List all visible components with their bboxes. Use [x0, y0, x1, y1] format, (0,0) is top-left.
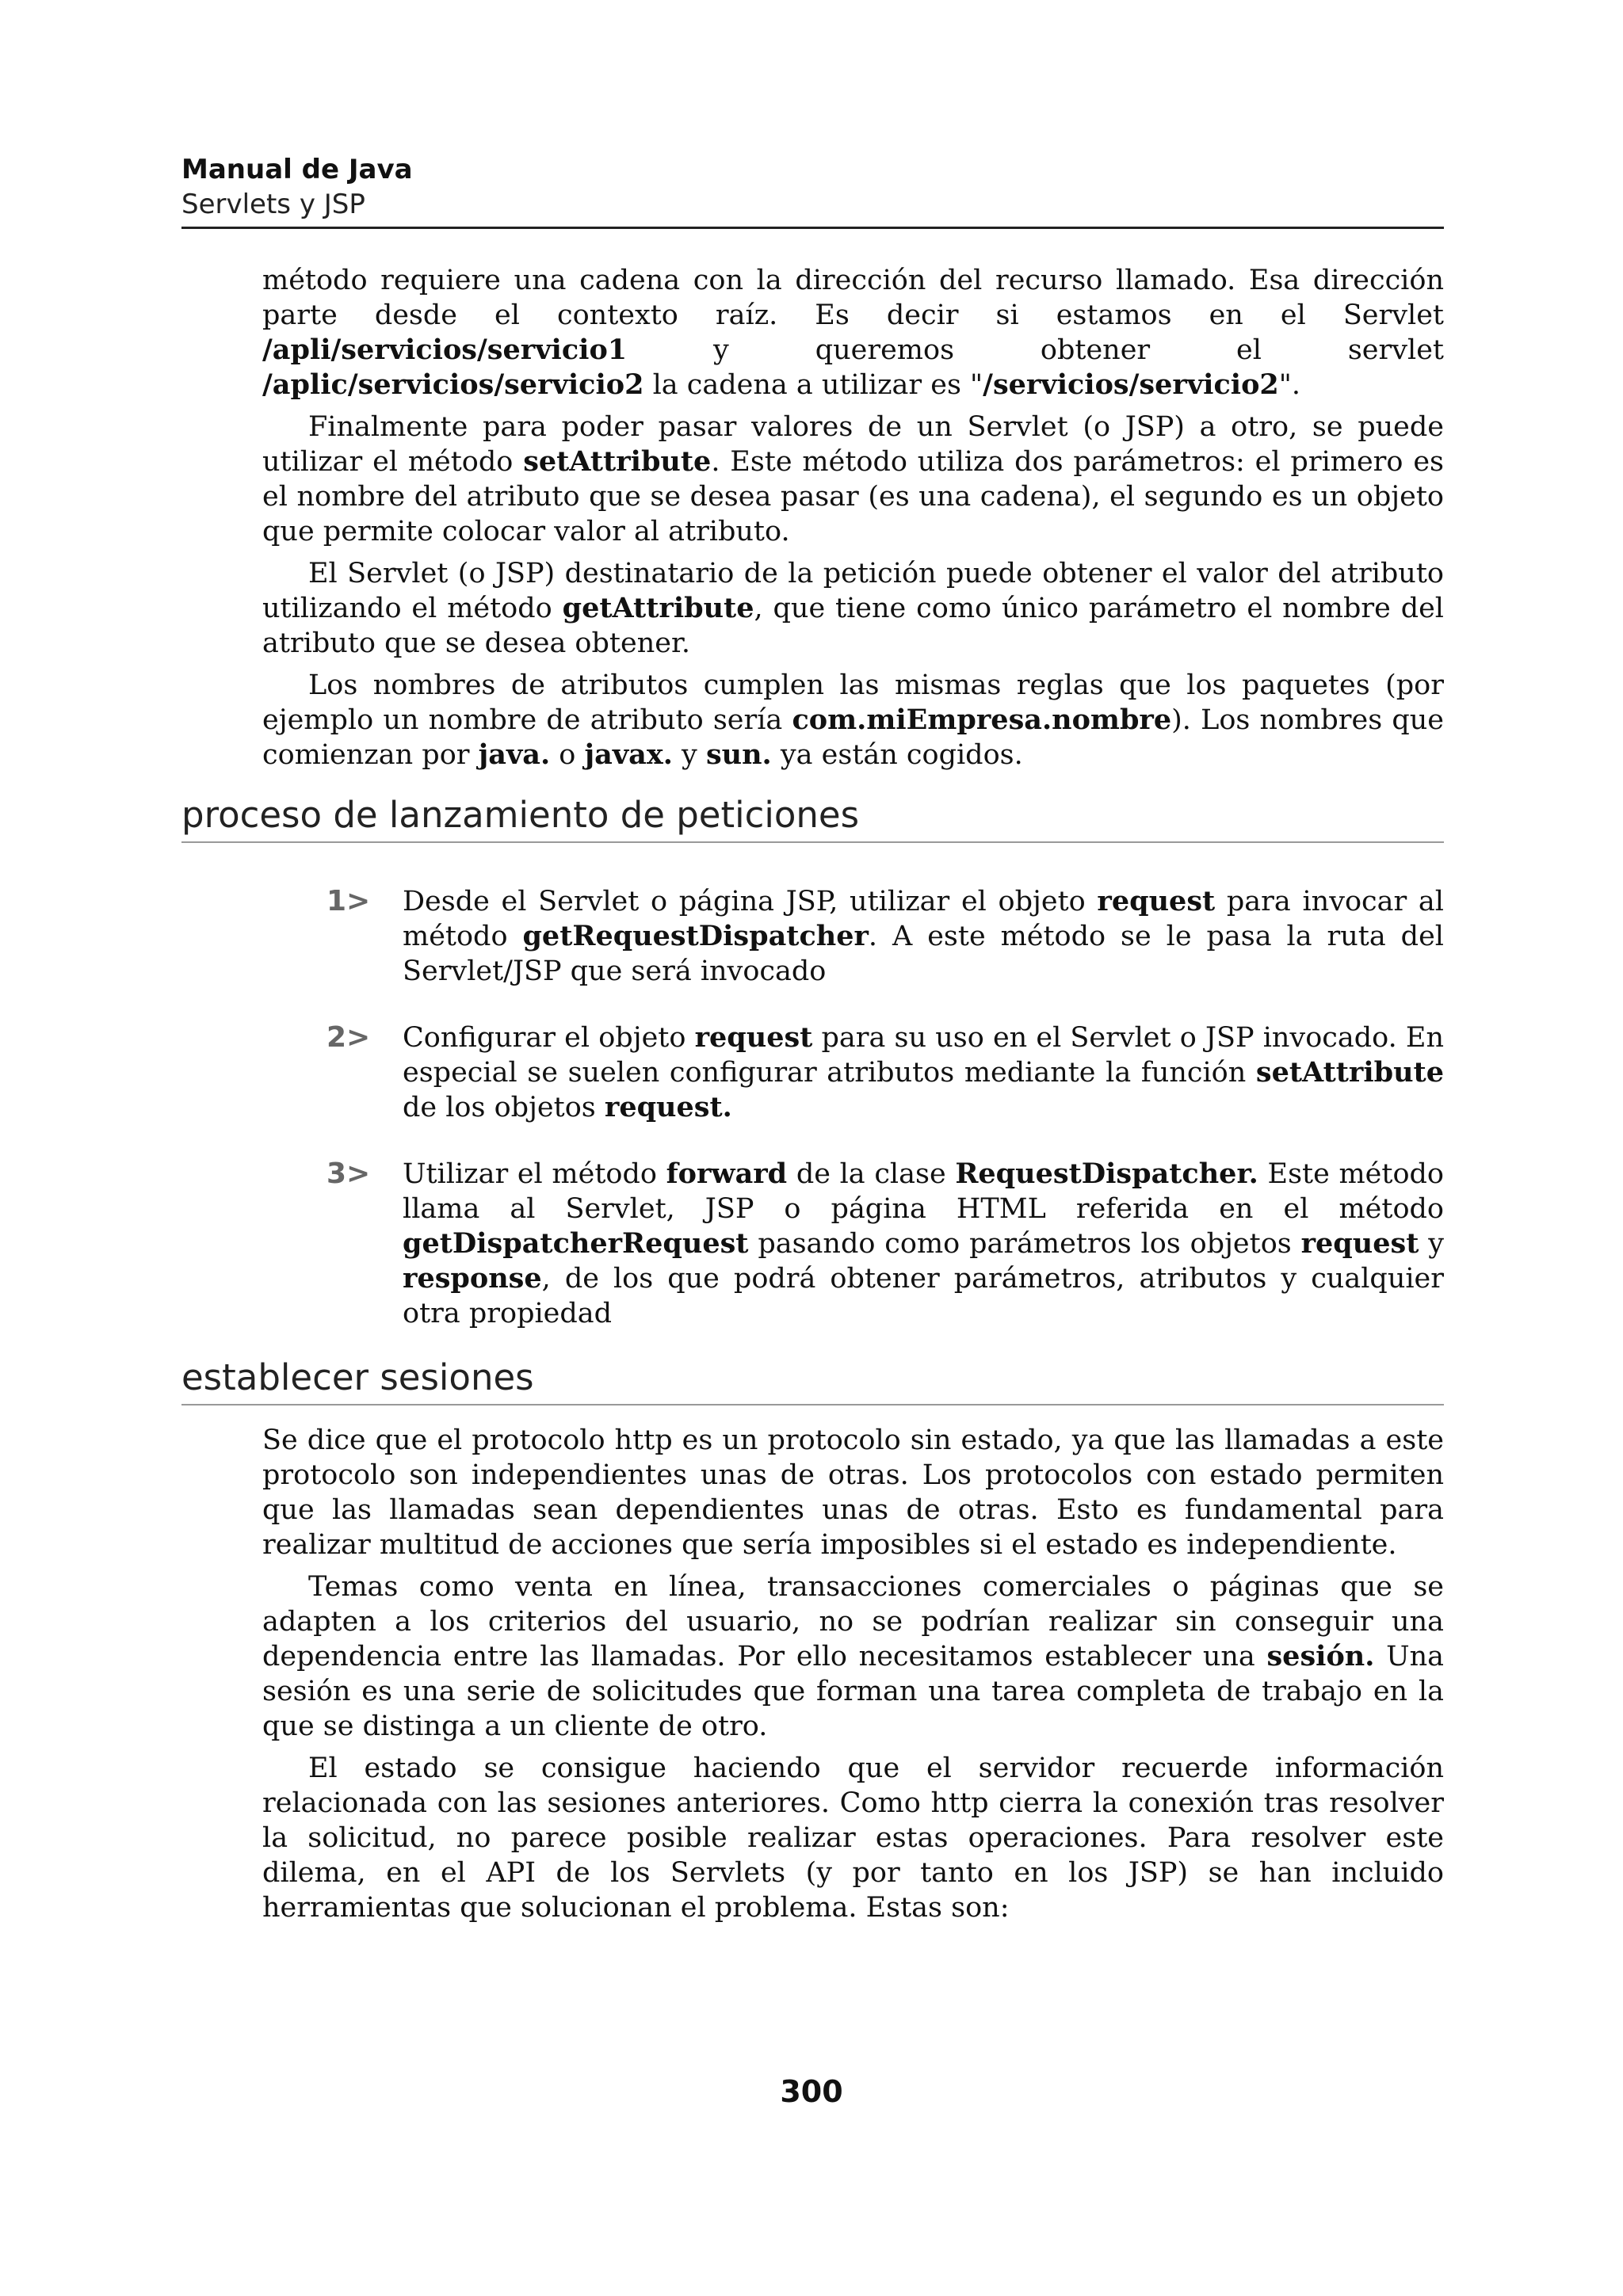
paragraph: Finalmente para poder pasar valores de un Servlet (o JSP) a otro, se puede utilizar el método setAttribute. Este método utiliza dos parámetros: el primero es el nombre del atributo que se desea pasar (es una cadena), el segundo es un objeto que permite colocar valor al atributo.	[262, 411, 1444, 547]
step-number: 1>	[327, 885, 371, 917]
paragraph: método requiere una cadena con la dirección del recurso llamado. Esa dirección parte desde el contexto raíz. Es decir si estamos en el Servlet /apli/servicios/servicio1 y queremos obtener el servlet /aplic/servicios/servicio2 la cadena a utilizar es "/servicios/servicio2".	[262, 265, 1444, 401]
paragraph: Temas como venta en línea, transacciones comerciales o páginas que se adapten a los criterios del usuario, no se podrían realizar sin conseguir una dependencia entre las llamadas. Por ello necesitamos establecer una sesión. Una sesión es una serie de solicitudes que forman una tarea completa de trabajo en la que se distinga a un cliente de otro.	[262, 1571, 1444, 1742]
paragraph: El Servlet (o JSP) destinatario de la petición puede obtener el valor del atributo utilizando el método getAttribute, que tiene como único parámetro el nombre del atributo que se desea obtener.	[262, 558, 1445, 659]
step-number: 2>	[327, 1021, 371, 1054]
chapter-title: Servlets y JSP	[181, 189, 365, 220]
section-heading: proceso de lanzamiento de peticiones	[181, 792, 1444, 843]
step-text: Configurar el objeto request para su uso en el Servlet o JSP invocado. En especial se suelen configurar atributos mediante la función setAttribute de los objetos request.	[403, 1021, 1444, 1123]
step-text: Utilizar el método forward de la clase RequestDispatcher. Este método llama al Servlet, JSP o página HTML referida en el método getDispatcherRequest pasando como parámetros los objetos request y response, de los que podrá obtener parámetros, atributos y cualquier otra propiedad	[403, 1158, 1444, 1329]
paragraph: El estado se consigue haciendo que el servidor recuerde información relacionada con las sesiones anteriores. Como http cierra la conexión tras resolver la solicitud, no parece posible realizar estas operaciones. Para resolver este dilema, en el API de los Servlets (y por tanto en los JSP) se han incluido herramientas que solucionan el problema. Estas son:	[262, 1753, 1444, 1924]
section-heading: establecer sesiones	[181, 1355, 1444, 1405]
running-header	[181, 152, 1444, 229]
intro-paragraphs	[262, 263, 1444, 780]
step-number: 3>	[327, 1158, 371, 1190]
step-text: Desde el Servlet o página JSP, utilizar el objeto request para invocar al método getRequestDispatcher. A este método se le pasa la ruta del Servlet/JSP que será invocado	[403, 885, 1444, 987]
page-number: 300	[780, 2074, 843, 2109]
session-paragraphs	[262, 1423, 1444, 1932]
book-title: Manual de Java	[181, 154, 413, 185]
paragraph: Se dice que el protocolo http es un protocolo sin estado, ya que las llamadas a este protocolo son independientes unas de otras. Los protocolos con estado permiten que las llamadas sean dependientes unas de otras. Esto es fundamental para realizar multitud de acciones que sería imposibles si el estado es independiente.	[262, 1425, 1444, 1561]
paragraph: Los nombres de atributos cumplen las mismas reglas que los paquetes (por ejemplo un nombre de atributo sería com.miEmpresa.nombre). Los nombres que comienzan por java. o javax. y sun. ya están cogidos.	[262, 669, 1445, 771]
